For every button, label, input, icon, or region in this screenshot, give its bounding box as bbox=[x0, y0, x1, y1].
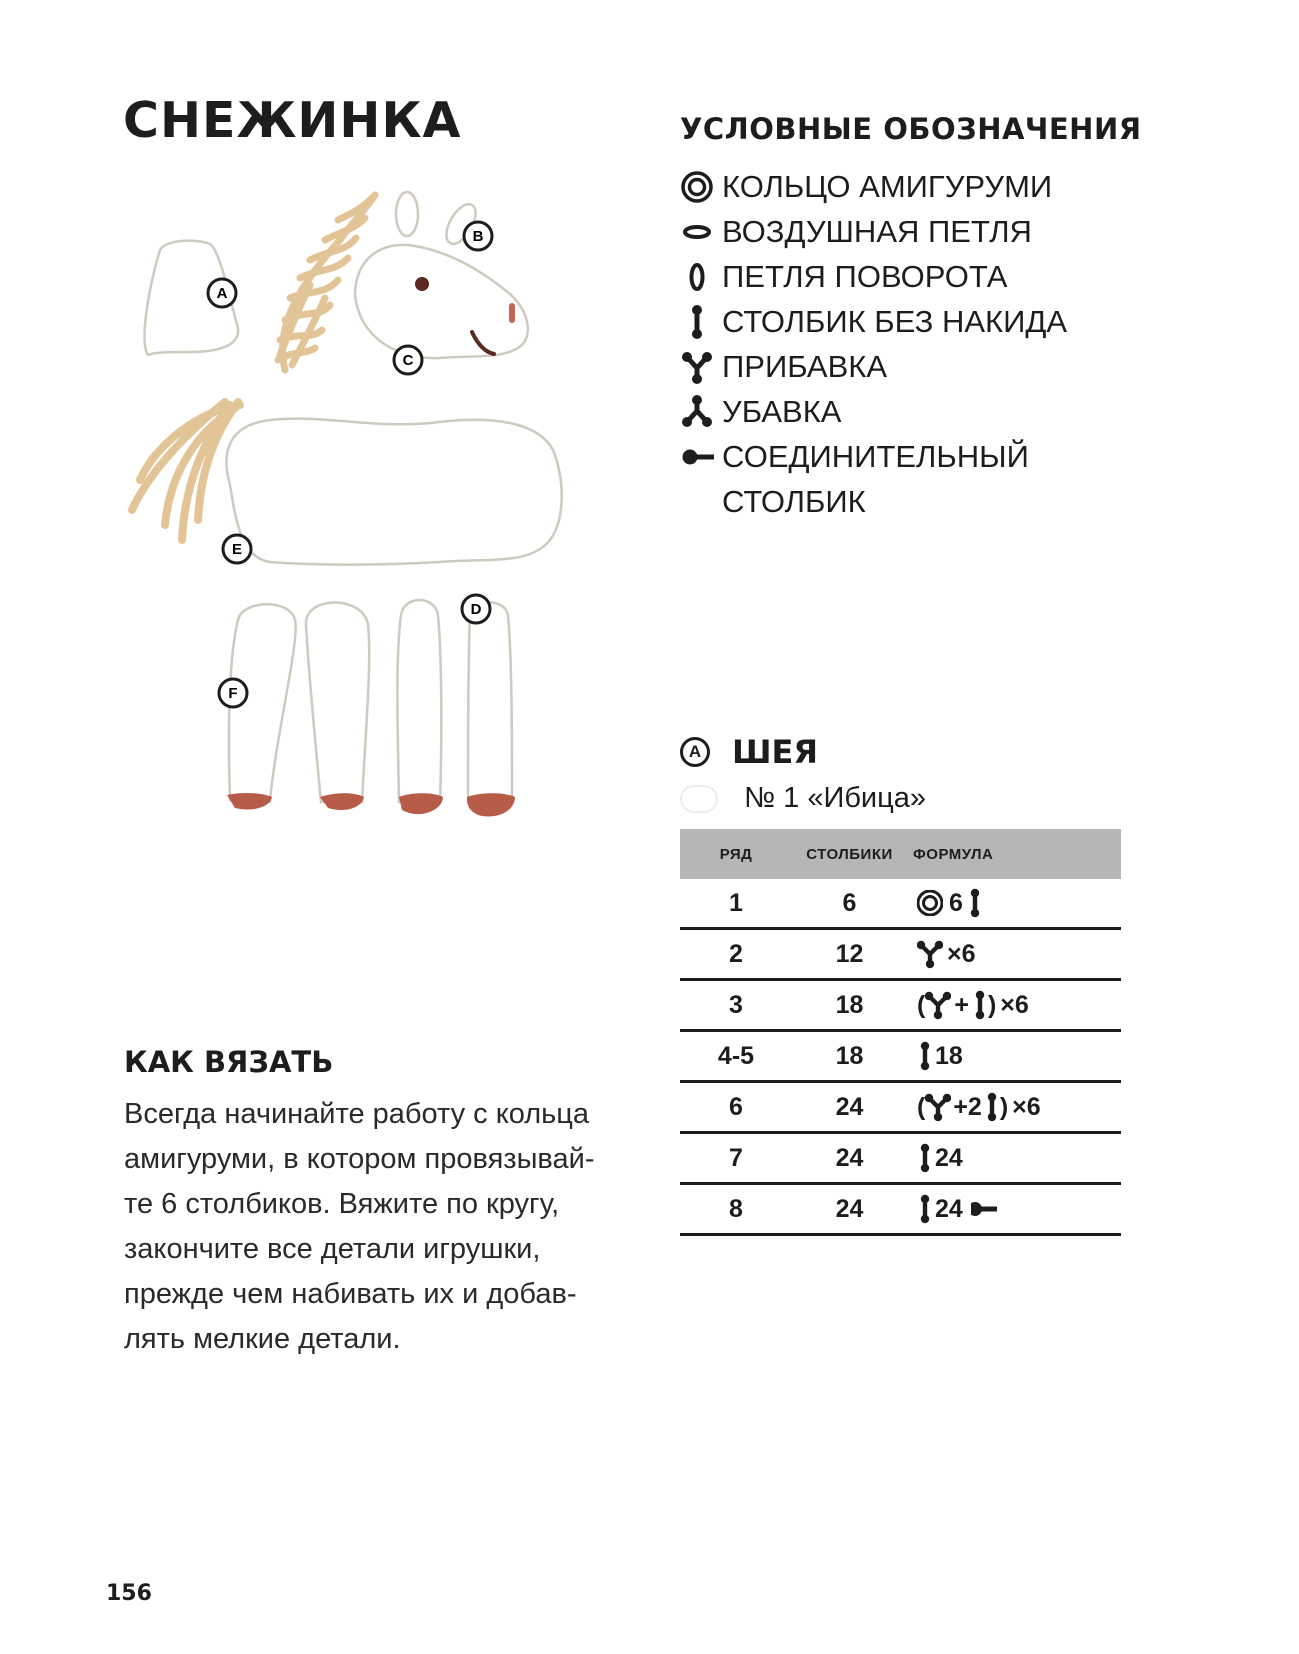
how-to-title: КАК ВЯЗАТЬ bbox=[124, 1045, 334, 1079]
legend-item-turning: ПЕТЛЯ ПОВОРОТА bbox=[680, 254, 1120, 299]
table-row: 2 12 ×6 bbox=[680, 930, 1121, 981]
single-crochet-icon bbox=[967, 888, 983, 918]
amigurumi-ring-icon bbox=[680, 164, 722, 209]
body-part bbox=[226, 419, 561, 565]
formula-cell: ( + ) ×6 bbox=[917, 990, 1029, 1019]
svg-text:A: A bbox=[216, 285, 228, 302]
section-header bbox=[680, 733, 818, 771]
svg-text:D: D bbox=[470, 601, 482, 618]
header-formula: ФОРМУЛА bbox=[913, 845, 994, 863]
horse-parts-diagram bbox=[110, 180, 610, 860]
label-d bbox=[462, 595, 490, 623]
legend-item-chain: ВОЗДУШНАЯ ПЕТЛЯ bbox=[680, 209, 1120, 254]
single-crochet-icon bbox=[917, 1143, 933, 1173]
single-crochet-icon bbox=[917, 1194, 933, 1224]
svg-text:E: E bbox=[231, 541, 243, 558]
hooves bbox=[227, 793, 515, 817]
turning-chain-icon bbox=[680, 254, 722, 299]
legend-item-ring: КОЛЬЦО АМИГУРУМИ bbox=[680, 164, 1120, 209]
header-row: РЯД bbox=[719, 845, 753, 863]
formula-cell: 6 bbox=[907, 888, 1121, 918]
nostril bbox=[509, 303, 515, 323]
table-row: 3 18 ( + ) ×6 bbox=[680, 981, 1121, 1032]
formula-cell: ×6 bbox=[907, 939, 1121, 969]
table-header bbox=[680, 829, 1121, 879]
table-row: 7 24 24 bbox=[680, 1134, 1121, 1185]
increase-icon bbox=[680, 344, 722, 389]
page-number: 156 bbox=[106, 1581, 152, 1606]
legs bbox=[229, 600, 512, 802]
formula-cell: 18 bbox=[907, 1041, 1121, 1071]
legend bbox=[680, 164, 1120, 524]
legend-item-inc: ПРИБАВКА bbox=[680, 344, 1120, 389]
formula-cell: 24 bbox=[907, 1194, 1121, 1224]
amigurumi-ring-icon bbox=[917, 890, 943, 916]
slip-stitch-icon bbox=[680, 434, 722, 479]
single-crochet-icon bbox=[972, 990, 988, 1020]
yarn-info bbox=[680, 782, 926, 815]
label-b bbox=[464, 222, 492, 250]
increase-icon bbox=[925, 990, 951, 1020]
head-part bbox=[355, 245, 528, 358]
table-row: 6 24 ( +2 ) ×6 bbox=[680, 1083, 1121, 1134]
legend-item-dec: УБАВКА bbox=[680, 389, 1120, 434]
label-f bbox=[219, 679, 247, 707]
section-title: ШЕЯ bbox=[732, 733, 819, 771]
svg-text:F: F bbox=[228, 685, 238, 702]
label-a bbox=[208, 279, 236, 307]
section-letter-badge: A bbox=[680, 737, 710, 767]
chain-stitch-icon bbox=[680, 209, 722, 254]
table-row: 1 6 6 bbox=[680, 879, 1121, 930]
ear-left bbox=[396, 192, 418, 236]
label-c bbox=[394, 346, 422, 374]
header-stitches: СТОЛБИКИ bbox=[806, 845, 893, 863]
single-crochet-icon bbox=[680, 299, 722, 344]
single-crochet-icon bbox=[984, 1092, 1000, 1122]
table-row: 8 24 24 bbox=[680, 1185, 1121, 1236]
svg-text:B: B bbox=[472, 228, 484, 245]
increase-icon bbox=[925, 1092, 951, 1122]
increase-icon bbox=[917, 939, 943, 969]
page-title: СНЕЖИНКА bbox=[123, 92, 462, 149]
table-row: 4-5 18 18 bbox=[680, 1032, 1121, 1083]
legend-title: УСЛОВНЫЕ ОБОЗНАЧЕНИЯ bbox=[680, 112, 1142, 146]
pattern-table bbox=[680, 829, 1121, 1236]
yarn-label: № 1 «Ибица» bbox=[744, 782, 927, 814]
tail bbox=[132, 402, 240, 540]
legend-item-slip: СОЕДИНИТЕЛЬНЫЙ СТОЛБИК bbox=[680, 434, 1120, 524]
yarn-color-swatch bbox=[680, 785, 718, 813]
svg-text:C: C bbox=[402, 352, 414, 369]
single-crochet-icon bbox=[917, 1041, 933, 1071]
formula-cell: 24 bbox=[907, 1143, 1121, 1173]
legend-item-sc: СТОЛБИК БЕЗ НАКИДА bbox=[680, 299, 1120, 344]
decrease-icon bbox=[680, 389, 722, 434]
label-e bbox=[223, 535, 251, 563]
eye bbox=[415, 277, 429, 291]
how-to-text: Всегда начинайте работу с кольца амигуруми, в котором провязывай- те 6 столбиков. Вяжите по кругу, закончите все детали игрушки, прежде чем набивать их и добав- лять мелкие детали. bbox=[124, 1098, 595, 1355]
slip-stitch-icon bbox=[971, 1201, 1001, 1217]
formula-cell: ( +2 ) ×6 bbox=[917, 1092, 1041, 1121]
